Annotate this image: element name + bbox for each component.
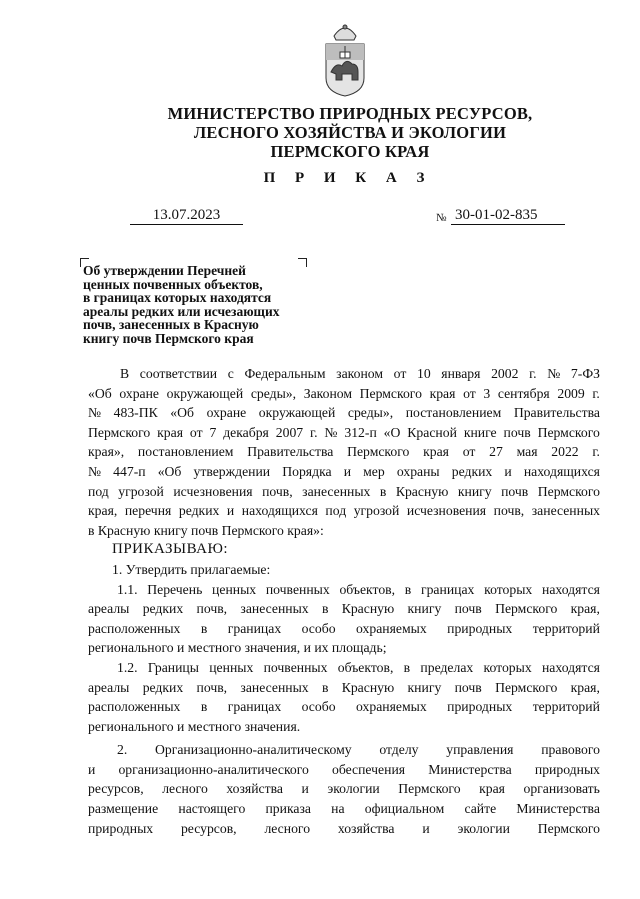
word: организационно-аналитического — [118, 761, 309, 777]
word: под — [325, 503, 347, 519]
word: почв — [454, 679, 482, 695]
word: границах — [420, 581, 475, 597]
body-line — [88, 697, 600, 717]
word: границах — [227, 699, 282, 715]
body-line — [88, 521, 600, 541]
word: 27 — [489, 444, 503, 460]
word: от — [462, 444, 476, 460]
word: ресурсов, — [180, 820, 237, 836]
word: отделу — [379, 742, 419, 758]
body-line — [88, 482, 600, 502]
ministry-line: ЛЕСНОГО ХОЗЯЙСТВА И ЭКОЛОГИИ — [193, 123, 507, 142]
word: почв, — [262, 483, 293, 499]
word: редких — [178, 503, 220, 519]
word: занесенных — [240, 679, 309, 695]
word: Пермского — [537, 424, 600, 440]
word: в — [200, 620, 208, 636]
word: № — [547, 366, 561, 381]
ministry-line: МИНИСТЕРСТВО ПРИРОДНЫХ РЕСУРСОВ, — [167, 104, 533, 123]
word: Пермского — [347, 444, 410, 460]
word: границах — [227, 620, 282, 636]
word: почв — [454, 601, 482, 617]
word: Пермского — [88, 424, 151, 440]
body-line — [88, 384, 600, 404]
word: ареалы — [88, 601, 130, 617]
word: природных — [447, 699, 513, 715]
word: природных — [534, 761, 600, 777]
word: г. — [592, 444, 600, 460]
word: почвенных — [265, 581, 330, 597]
word: края, — [570, 601, 600, 617]
subject-line: книгу почв Пермского края — [83, 330, 254, 346]
word: занесенных — [531, 503, 600, 519]
word: и — [226, 503, 235, 519]
body-line — [88, 442, 600, 462]
word: угрозой — [353, 503, 400, 519]
body-line — [88, 501, 600, 521]
word: почв, — [493, 503, 525, 519]
word: мая — [516, 444, 538, 460]
body-text: в Красную книгу почв Пермского края»: — [88, 522, 324, 538]
word: 1.2. — [117, 659, 138, 675]
word: Правительства — [247, 444, 334, 460]
word: «О — [383, 424, 401, 440]
word: в — [404, 581, 412, 597]
word: Федеральным — [244, 366, 326, 381]
word: на — [331, 801, 345, 817]
word: охране — [119, 385, 160, 401]
word: редких — [451, 463, 493, 479]
body-line — [88, 580, 600, 600]
word: почвенных — [263, 659, 328, 675]
word: от — [189, 424, 203, 440]
subject-line: ареалы редких или исчезающих — [83, 303, 280, 319]
ministry-line: ПЕРМСКОГО КРАЯ — [270, 142, 430, 161]
word: расположенных — [88, 620, 181, 636]
word: «Об — [88, 385, 112, 401]
word: почв, — [196, 601, 228, 617]
word: лесного — [162, 781, 208, 797]
word: № — [324, 424, 338, 440]
word: находятся — [542, 581, 600, 597]
word: № — [88, 463, 102, 479]
word: 2022 — [551, 444, 579, 460]
body-line — [88, 403, 600, 423]
word: 2. — [117, 742, 128, 758]
subject-line: ценных почвенных объектов, — [83, 276, 263, 292]
word: Перечень — [147, 581, 203, 597]
word: В — [120, 366, 130, 381]
word: 7 — [209, 424, 217, 440]
word: под — [88, 483, 109, 499]
word: редких — [142, 601, 184, 617]
word: в — [403, 659, 411, 675]
word: исчезновения — [173, 483, 253, 499]
word: края — [479, 781, 505, 797]
order-verb-text: ПРИКАЗЫВАЮ: — [112, 541, 229, 558]
word: Порядка — [282, 463, 332, 479]
word: официальном — [364, 801, 445, 817]
word: организовать — [523, 781, 600, 797]
word: экологии — [327, 781, 380, 797]
word: находящихся — [241, 503, 318, 519]
word: настоящего — [178, 801, 246, 817]
word: угрозой — [118, 483, 164, 499]
word: особо — [301, 620, 336, 636]
word: находятся — [541, 659, 600, 675]
word: среды», — [347, 405, 394, 421]
word: лесного — [264, 820, 311, 836]
word: 2009 — [557, 385, 585, 401]
word: г. — [529, 366, 537, 381]
word: Красной — [407, 424, 457, 440]
word: окружающей — [166, 385, 244, 401]
word: которых — [483, 659, 532, 675]
word: с — [227, 366, 234, 381]
word: сентября — [497, 385, 550, 401]
word: Красную — [341, 601, 395, 617]
word: охраны — [396, 463, 440, 479]
word: Законом — [303, 385, 353, 401]
word: ценных — [209, 659, 254, 675]
word: 483-ПК — [113, 405, 158, 421]
word: № — [88, 405, 102, 421]
word: книгу — [407, 601, 442, 617]
word: Правительства — [513, 405, 600, 421]
word: мер — [363, 463, 385, 479]
order-subject — [83, 264, 323, 346]
body-line — [88, 619, 600, 639]
word: расположенных — [88, 699, 181, 715]
word: размещение — [88, 801, 159, 817]
word: сайте — [464, 801, 497, 817]
word: края — [157, 424, 184, 440]
word: ареалы — [88, 679, 130, 695]
word: территорий — [532, 699, 600, 715]
word: Министерства — [516, 801, 600, 817]
word: и — [301, 781, 309, 797]
word: пределах — [420, 659, 474, 675]
word: Красную — [341, 679, 395, 695]
word: Организационно-аналитическому — [155, 742, 352, 758]
word: края, — [88, 503, 118, 519]
word: законом — [336, 366, 384, 381]
body-text: регионального и местного значения, и их площадь; — [88, 640, 387, 656]
word: края, — [570, 679, 600, 695]
body-line — [88, 799, 600, 819]
word: от — [463, 385, 476, 401]
word: 7-ФЗ — [570, 366, 600, 381]
body-line — [88, 760, 600, 780]
subject-line: почв, занесенных в Красную — [83, 317, 259, 333]
word: в — [321, 601, 329, 617]
perm-krai-emblem-icon — [322, 22, 368, 98]
word: книге — [463, 424, 497, 440]
body-text: регионального и местного значения. — [88, 718, 301, 734]
word: края», — [88, 444, 125, 460]
body-line — [88, 364, 600, 384]
word: 312-п — [344, 424, 377, 440]
body-line — [88, 462, 600, 482]
word: Пермского — [537, 820, 600, 836]
word: окружающей — [258, 405, 336, 421]
body-line — [88, 740, 600, 760]
word: в — [321, 679, 329, 695]
body-line — [88, 819, 600, 839]
subject-line: в границах которых находятся — [83, 290, 272, 306]
word: охраняемых — [356, 699, 427, 715]
number-sign: № — [436, 212, 447, 224]
body-line — [88, 658, 600, 678]
word: постановлением — [137, 444, 234, 460]
body-line — [88, 717, 600, 737]
body-line — [88, 678, 600, 698]
body-line — [88, 638, 600, 658]
word: края — [429, 385, 456, 401]
word: территорий — [532, 620, 600, 636]
word: 3 — [483, 385, 491, 401]
document-type: П Р И К А З — [263, 170, 433, 186]
word: книгу — [407, 679, 442, 695]
word: приказа — [265, 801, 311, 817]
word: книгу — [457, 483, 492, 499]
word: от — [393, 366, 407, 381]
word: 10 — [416, 366, 431, 381]
word: находящихся — [523, 463, 600, 479]
word: обеспечения — [331, 761, 406, 777]
ministry-name — [30, 104, 640, 161]
order-body — [88, 364, 600, 838]
subject-line: Об утверждении Перечней — [83, 263, 246, 278]
word: Красную — [395, 483, 449, 499]
word: края — [423, 444, 449, 460]
word: «Об — [170, 405, 194, 421]
word: которых — [484, 581, 533, 597]
word: объектов, — [337, 659, 394, 675]
word: особо — [301, 699, 336, 715]
word: охране — [206, 405, 247, 421]
body-line — [88, 779, 600, 799]
word: занесенных — [240, 601, 309, 617]
word: декабря — [223, 424, 269, 440]
item-1-text: 1. Утвердить прилагаемые: — [112, 561, 271, 577]
word: Пермского — [359, 385, 422, 401]
word: Пермского — [495, 601, 558, 617]
word: почв — [501, 483, 529, 499]
word: занесенных — [302, 483, 371, 499]
word: объектов, — [339, 581, 396, 597]
word: экологии — [457, 820, 510, 836]
word: перечня — [124, 503, 172, 519]
word: и — [504, 463, 512, 479]
body-line — [88, 599, 600, 619]
word: 2002 — [491, 366, 519, 381]
order-number: 30-01-02-835 — [451, 207, 565, 225]
word: исчезновения — [406, 503, 487, 519]
word: и — [422, 820, 430, 836]
word: в — [200, 699, 208, 715]
word: утверждении — [193, 463, 271, 479]
word: хозяйства — [337, 820, 395, 836]
word: редких — [142, 679, 184, 695]
word: среды», — [250, 385, 297, 401]
word: охраняемых — [356, 620, 427, 636]
item-1 — [88, 560, 600, 580]
word: хозяйства — [226, 781, 283, 797]
word: января — [441, 366, 481, 381]
order-date: 13.07.2023 — [130, 207, 243, 225]
word: почв, — [196, 679, 228, 695]
word: Пермского — [398, 781, 461, 797]
word: Пермского — [495, 679, 558, 695]
word: постановлением — [405, 405, 502, 421]
word: природных — [88, 820, 154, 836]
word: и — [343, 463, 352, 479]
word: Министерства — [428, 761, 512, 777]
word: г. — [310, 424, 318, 440]
body-line — [88, 423, 600, 443]
word: Границы — [147, 659, 199, 675]
word: управления — [446, 742, 514, 758]
word: г. — [592, 385, 600, 401]
word: ресурсов, — [88, 781, 144, 797]
word: почв — [503, 424, 531, 440]
word: соответствии — [139, 366, 218, 381]
word: правового — [541, 742, 600, 758]
word: Пермского — [537, 483, 600, 499]
word: в — [379, 483, 387, 499]
order-verb — [88, 540, 600, 560]
word: 1.1. — [117, 581, 138, 597]
word: «Об — [157, 463, 182, 479]
word: природных — [447, 620, 513, 636]
word: ценных — [212, 581, 257, 597]
word: 2007 — [275, 424, 304, 440]
word: и — [88, 761, 96, 777]
word: 447-п — [113, 463, 146, 479]
